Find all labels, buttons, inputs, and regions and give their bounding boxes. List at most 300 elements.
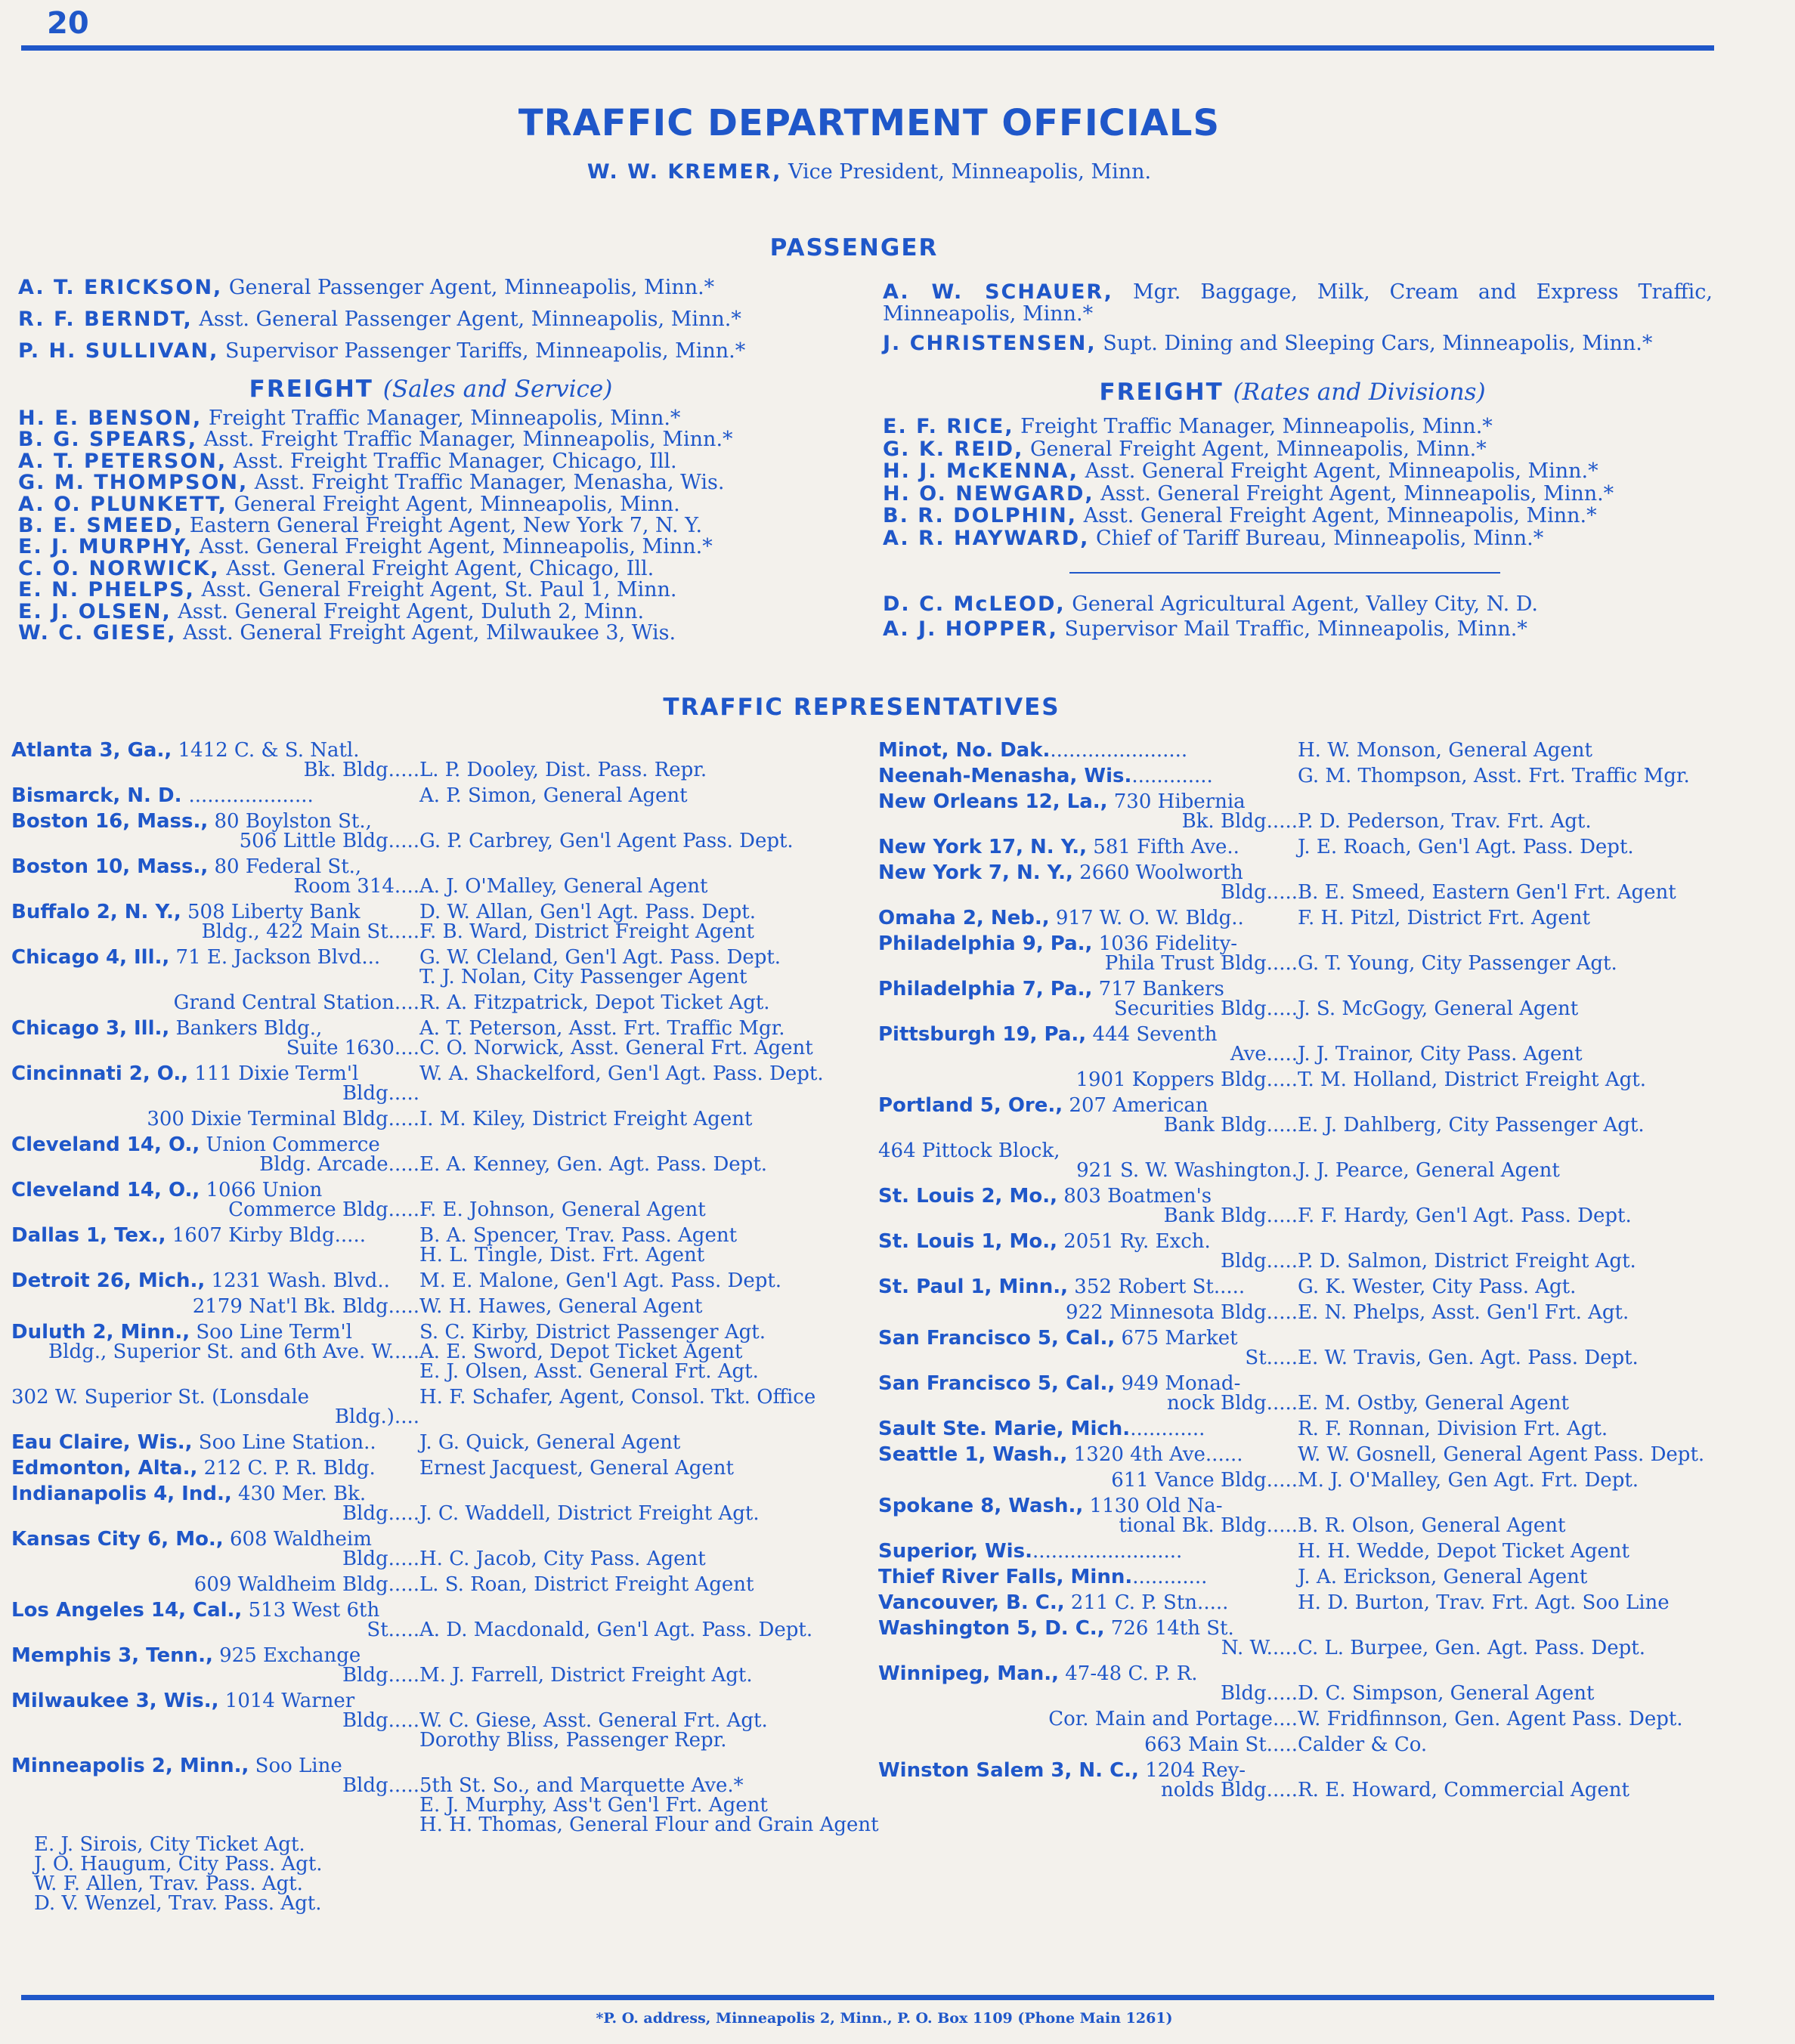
top-rule: [21, 45, 1714, 51]
rep-agents: [1298, 1761, 1713, 1800]
rep-agent: W. A. Shackelford, Gen'l Agt. Pass. Dept.: [419, 1062, 824, 1085]
rep-address-text: Soo Line Term'l: [190, 1321, 352, 1344]
rep-agent: A. J. O'Malley, General Agent: [419, 875, 708, 898]
official-entry: [883, 505, 1713, 527]
rep-agents: [1298, 1470, 1713, 1490]
rep-address: [11, 1271, 419, 1291]
rep-row: [878, 1593, 1713, 1613]
rep-address: [11, 857, 419, 896]
rep-address-line2: 300 Dixie Terminal Bldg.....: [147, 1108, 419, 1130]
rep-agent: R. F. Ronnan, Division Frt. Agt.: [1298, 1418, 1608, 1440]
rep-agents: [1298, 1664, 1713, 1703]
rep-address-line1: [878, 1277, 1298, 1297]
representative-entry: [11, 1135, 843, 1174]
official-role: Supervisor Mail Traffic, Minneapolis, Minn.*: [1057, 617, 1527, 641]
rep-city: Atlanta 3, Ga.,: [11, 739, 172, 762]
rep-address: [11, 1529, 419, 1569]
rep-address-line1: [878, 1567, 1298, 1587]
official-name: P. H. SULLIVAN,: [18, 339, 219, 363]
bottom-rule: [21, 1995, 1714, 2000]
rep-agents: [1298, 1709, 1713, 1729]
rep-address-line1: [11, 1180, 419, 1200]
rep-row: [878, 1470, 1713, 1490]
representative-entry: [11, 1226, 843, 1265]
rep-city: Thief River Falls, Minn.: [878, 1566, 1133, 1588]
rep-row: [878, 1735, 1713, 1755]
rep-agents: [1298, 1619, 1713, 1658]
rep-subagents: [11, 1835, 843, 1913]
representative-entry: [878, 1232, 1713, 1271]
rep-row: [11, 1691, 843, 1750]
rep-row: [878, 1664, 1713, 1703]
official-entry: [18, 450, 880, 472]
rep-agent: J. G. Quick, General Agent: [419, 1431, 681, 1454]
rep-agents: [419, 1180, 843, 1220]
rep-city: Portland 5, Ore.,: [878, 1094, 1063, 1117]
rep-address-text: 925 Exchange: [212, 1644, 361, 1667]
page-number: 20: [47, 6, 89, 41]
rep-row: [11, 948, 843, 987]
rep-agent: J. A. Erickson, General Agent: [1298, 1566, 1588, 1588]
rep-address-line1: [878, 741, 1298, 760]
rep-agent: E. W. Travis, Gen. Agt. Pass. Dept.: [1298, 1347, 1639, 1369]
rep-address-line2: Bldg.....: [342, 1502, 419, 1525]
rep-city: New Orleans 12, La.,: [878, 790, 1108, 813]
rep-agent: H. L. Tingle, Dist. Frt. Agent: [419, 1244, 705, 1266]
rep-address: [878, 741, 1298, 760]
rep-address: [878, 979, 1298, 1019]
rep-agent: J. C. Waddell, District Freight Agt.: [419, 1502, 760, 1525]
official-name: A. W. SCHAUER,: [883, 280, 1113, 304]
rep-agent: G. M. Thompson, Asst. Frt. Traffic Mgr.: [1298, 765, 1690, 787]
rep-agents: [419, 857, 843, 896]
rep-address-line1: [11, 1433, 419, 1452]
rep-address-line1: [11, 902, 419, 922]
rep-address: [11, 948, 419, 987]
official-role: Supt. Dining and Sleeping Cars, Minneapolis, Minn.*: [1096, 332, 1653, 355]
rep-agents: [419, 1135, 843, 1174]
rep-city: Boston 16, Mass.,: [11, 810, 209, 833]
representative-entry: [878, 1761, 1713, 1800]
official-name: R. F. BERNDT,: [18, 308, 193, 331]
rep-row: [878, 1303, 1713, 1322]
rep-address: [11, 1691, 419, 1750]
official-entry: [18, 558, 880, 580]
rep-agent: Calder & Co.: [1298, 1733, 1428, 1756]
rep-row: [878, 908, 1713, 928]
rep-agent: A. D. Macdonald, Gen'l Agt. Pass. Dept.: [419, 1619, 813, 1641]
official-name: A. T. PETERSON,: [18, 449, 227, 473]
rep-agents: [1298, 766, 1713, 786]
rep-address-line1: [11, 1691, 419, 1711]
representative-entry: [878, 1096, 1713, 1135]
official-role: Asst. General Freight Agent, Minneapolis, Minn.*: [1079, 459, 1598, 484]
rep-address: [878, 1141, 1298, 1180]
rep-city: Cleveland 14, O.,: [11, 1179, 200, 1201]
rep-address-line2: St.....: [1245, 1347, 1298, 1369]
rep-city: Milwaukee 3, Wis.,: [11, 1690, 219, 1712]
rep-agent: T. J. Nolan, City Passenger Agent: [419, 966, 747, 988]
rep-address-line1: [11, 812, 419, 831]
rep-agent: J. J. Trainor, City Pass. Agent: [1298, 1043, 1583, 1065]
rep-address-line1: [878, 1328, 1298, 1348]
rep-agents: [419, 993, 843, 1013]
rep-row: [11, 1297, 843, 1316]
rep-row: [878, 1186, 1713, 1226]
rep-agent: E. J. Murphy, Ass't Gen'l Frt. Agent: [419, 1794, 768, 1817]
official-role: Asst. General Freight Agent, Milwaukee 3, Wis.: [176, 621, 676, 645]
representative-entry: [11, 1484, 843, 1523]
official-name: E. N. PHELPS,: [18, 578, 195, 602]
rep-address-line1: [11, 786, 419, 806]
rep-address: [11, 1322, 419, 1381]
rep-address-line2: Bk. Bldg.....: [303, 759, 419, 781]
rep-agents: [1298, 1070, 1713, 1090]
rep-city: New York 7, N. Y.,: [878, 861, 1073, 884]
rep-address-line1: [11, 1064, 419, 1084]
representative-entry: [11, 1529, 843, 1569]
rep-address: [11, 1433, 419, 1452]
rep-agents: [419, 948, 843, 987]
official-name: H. O. NEWGARD,: [883, 481, 1094, 506]
official-role: Freight Traffic Manager, Minneapolis, Minn.*: [202, 407, 681, 430]
representative-entry: [878, 863, 1713, 902]
rep-address-line2: Room 314....: [293, 875, 419, 898]
rep-address-line2: Grand Central Station....: [173, 991, 419, 1014]
rep-agents: [419, 1109, 843, 1129]
rep-agents: [419, 1019, 843, 1058]
rep-address-line1: [878, 1141, 1298, 1161]
rep-agents: [1298, 863, 1713, 902]
rep-city: Memphis 3, Tenn.,: [11, 1644, 213, 1667]
representative-entry: [11, 1271, 843, 1291]
rep-address: [878, 1496, 1298, 1535]
representative-entry: [878, 1709, 1713, 1729]
official-name: W. W. KREMER,: [586, 160, 782, 184]
rep-address-text: 730 Hibernia: [1107, 790, 1246, 813]
rep-address-line2: Bldg.)....: [334, 1405, 419, 1428]
rep-row: [11, 857, 843, 896]
rep-agents: [419, 1575, 843, 1594]
rep-address-line1: [878, 863, 1298, 883]
rep-city: Cleveland 14, O.,: [11, 1133, 200, 1156]
rep-agents: [1298, 1374, 1713, 1413]
rep-address-text: Soo Line Station..: [192, 1431, 376, 1454]
rep-address-line2: 609 Waldheim Bldg.....: [193, 1573, 419, 1596]
rep-subagent: W. F. Allen, Trav. Pass. Agt.: [34, 1872, 303, 1895]
rep-agent: L. P. Dooley, Dist. Pass. Repr.: [419, 759, 707, 781]
rep-agents: [1298, 1419, 1713, 1439]
rep-address-text: 1204 Rey-: [1138, 1759, 1246, 1782]
official-name: E. F. RICE,: [883, 415, 1014, 438]
official-entry: [883, 460, 1713, 482]
rep-city: Neenah-Menasha, Wis.: [878, 765, 1132, 787]
rep-address-line2: Phila Trust Bldg.....: [1104, 952, 1298, 975]
representative-entry: [878, 979, 1713, 1019]
rep-address-line1: [11, 1135, 419, 1155]
rep-subagent: E. J. Sirois, City Ticket Agt.: [34, 1833, 305, 1856]
official-role: General Passenger Agent, Minneapolis, Minn.*: [222, 276, 715, 299]
rep-address: [11, 1646, 419, 1685]
rep-address-line1: [11, 1387, 419, 1407]
rep-address: [878, 1445, 1298, 1464]
rep-address-text: 717 Bankers: [1092, 978, 1224, 1000]
rep-address-text: 47-48 C. P. R.: [1059, 1662, 1198, 1685]
rep-address: [878, 1419, 1298, 1439]
rep-address-line1: [878, 766, 1298, 786]
rep-agent: 5th St. So., and Marquette Ave.*: [419, 1774, 744, 1797]
rep-address: [878, 1328, 1298, 1368]
rep-address-line2: Securities Bldg.....: [1113, 997, 1298, 1020]
rep-agent: E. A. Kenney, Gen. Agt. Pass. Dept.: [419, 1153, 768, 1176]
rep-row: [11, 1484, 843, 1523]
rep-agents: [419, 1756, 879, 1835]
representative-entry: [11, 902, 843, 942]
official-role: Asst. General Freight Agent, Minneapolis, Minn.*: [1094, 481, 1614, 506]
representative-entry: [11, 741, 843, 780]
official-name: B. G. SPEARS,: [18, 428, 198, 452]
rep-address-text: 71 E. Jackson Blvd...: [169, 946, 381, 969]
rep-address-line1: [11, 1019, 419, 1038]
rep-agent: G. W. Cleland, Gen'l Agt. Pass. Dept.: [419, 946, 781, 969]
rep-city: Edmonton, Alta.,: [11, 1457, 198, 1480]
rep-row: [878, 1025, 1713, 1064]
rep-address-line1: [878, 837, 1298, 857]
rep-row: [878, 792, 1713, 831]
official-name: G. M. THOMPSON,: [18, 471, 249, 495]
representative-entry: [878, 1593, 1713, 1613]
rep-agent: W. C. Giese, Asst. General Frt. Agt.: [419, 1709, 768, 1732]
rep-row: [878, 934, 1713, 973]
representative-entry: [11, 1458, 843, 1478]
rep-agents: [1298, 1496, 1713, 1535]
rep-city: Winston Salem 3, N. C.,: [878, 1759, 1139, 1782]
rep-row: [878, 1419, 1713, 1439]
rep-city: Omaha 2, Neb.,: [878, 907, 1050, 929]
rep-address-text: 917 W. O. W. Bldg..: [1049, 907, 1244, 929]
official-entry: [883, 332, 1713, 354]
rep-address-line2: nock Bldg.....: [1166, 1392, 1298, 1415]
rep-address-line2: 2179 Nat'l Bk. Bldg.....: [192, 1295, 419, 1318]
rep-agent: S. C. Kirby, District Passenger Agt.: [419, 1321, 766, 1344]
rep-row: [11, 1600, 843, 1640]
rep-agents: [1298, 1567, 1713, 1587]
official-role: Asst. General Freight Agent, Minneapolis, Minn.*: [1077, 504, 1597, 528]
traffic-representatives-heading: TRAFFIC REPRESENTATIVES: [663, 694, 1060, 721]
rep-agent: M. J. O'Malley, Gen Agt. Frt. Dept.: [1298, 1469, 1639, 1492]
rep-address: [878, 1664, 1298, 1703]
rep-address-line1: [11, 1271, 419, 1291]
rep-city: Minneapolis 2, Minn.,: [11, 1755, 249, 1777]
rep-agents: [1298, 1542, 1713, 1561]
rep-address-line1: [878, 1593, 1298, 1613]
official-role: Freight Traffic Manager, Minneapolis, Minn.*: [1014, 415, 1493, 438]
freight-rates-heading: [1088, 379, 1496, 406]
rep-city: Philadelphia 9, Pa.,: [878, 932, 1093, 955]
rep-city: Superior, Wis.: [878, 1540, 1032, 1563]
rep-address-text: 80 Federal St.,: [208, 855, 362, 878]
rep-address-text: 949 Monad-: [1115, 1372, 1241, 1395]
rep-address-line1: [878, 1025, 1298, 1044]
representative-entry: [11, 1387, 843, 1427]
rep-agents: [1298, 1445, 1713, 1464]
rep-city: Eau Claire, Wis.,: [11, 1431, 193, 1454]
official-name: W. C. GIESE,: [18, 621, 177, 645]
rep-agent: E. M. Ostby, General Agent: [1298, 1392, 1569, 1415]
representatives-right-column: [878, 741, 1713, 1806]
rep-agent: H. F. Schafer, Agent, Consol. Tkt. Office: [419, 1386, 816, 1409]
official-name: B. R. DOLPHIN,: [883, 504, 1078, 528]
rep-address-line2: tional Bk. Bldg.....: [1119, 1514, 1298, 1537]
footnote: *P. O. address, Minneapolis 2, Minn., P. O. Box 1109 (Phone Main 1261): [596, 2010, 1173, 2027]
rep-row: [878, 837, 1713, 857]
rep-address: [878, 1374, 1298, 1413]
rep-city: St. Paul 1, Minn.,: [878, 1276, 1069, 1298]
rep-row: [878, 766, 1713, 786]
rep-agent: P. D. Pederson, Trav. Frt. Agt.: [1298, 810, 1592, 833]
rep-city: San Francisco 5, Cal.,: [878, 1372, 1116, 1395]
rep-address-text: 1231 Wash. Blvd..: [205, 1269, 390, 1292]
rep-address: [878, 837, 1298, 857]
rep-address-text: 581 Fifth Ave..: [1087, 836, 1239, 858]
representative-entry: [11, 1180, 843, 1220]
rep-city: Dallas 1, Tex.,: [11, 1224, 166, 1247]
rep-address-line2: Commerce Bldg.....: [228, 1198, 419, 1221]
rep-address: [11, 1019, 419, 1058]
rep-address-line1: [11, 1600, 419, 1620]
rep-address-text: 211 C. P. Stn.....: [1064, 1591, 1229, 1614]
official-role: Asst. Freight Traffic Manager, Minneapolis, Minn.*: [197, 428, 733, 452]
rep-address-text: 2660 Woolworth: [1072, 861, 1243, 884]
rep-agent: A. E. Sword, Depot Ticket Agent: [419, 1341, 743, 1363]
rep-agent: A. P. Simon, General Agent: [419, 784, 688, 807]
rep-row: [11, 1646, 843, 1685]
rep-agent: H. H. Thomas, General Flour and Grain Agent: [419, 1814, 879, 1836]
representative-entry: [878, 1186, 1713, 1226]
rep-agents: [419, 902, 843, 942]
rep-address-line1: [11, 1226, 419, 1245]
official-role: Asst. Freight Traffic Manager, Menasha, Wis.: [248, 471, 725, 495]
rep-agent: G. K. Wester, City Pass. Agt.: [1298, 1276, 1577, 1298]
representative-entry: [878, 1328, 1713, 1368]
rep-address: [878, 1096, 1298, 1135]
rep-address-text: 1412 C. & S. Natl.: [172, 739, 360, 762]
rep-address-line2: 921 S. W. Washington.: [1076, 1159, 1298, 1182]
rep-agent: G. T. Young, City Passenger Agt.: [1298, 952, 1617, 975]
rep-agents: [1298, 1735, 1713, 1755]
rep-row: [11, 1387, 843, 1427]
official-role: Vice President, Minneapolis, Minn.: [781, 160, 1152, 184]
rep-agent: W. H. Hawes, General Agent: [419, 1295, 703, 1318]
rep-address: [878, 766, 1298, 786]
rep-city: Sault Ste. Marie, Mich.: [878, 1418, 1131, 1440]
rep-agent: H. D. Burton, Trav. Frt. Agt. Soo Line: [1298, 1591, 1670, 1614]
rep-agent: E. N. Phelps, Asst. Gen'l Frt. Agt.: [1298, 1301, 1629, 1324]
rep-agents: [419, 741, 843, 780]
rep-row: [878, 1761, 1713, 1800]
rep-agents: [1298, 934, 1713, 973]
rep-address-text: 302 W. Superior St. (Lonsdale: [11, 1386, 310, 1409]
rep-agent: E. J. Dahlberg, City Passenger Agt.: [1298, 1114, 1645, 1136]
rep-address: [11, 1484, 419, 1523]
rep-address: [878, 1303, 1298, 1322]
rep-address-text: 1607 Kirby Bldg.....: [166, 1224, 366, 1247]
representative-entry: [11, 1019, 843, 1058]
representative-entry: [11, 1109, 843, 1129]
rep-agent: P. D. Salmon, District Freight Agt.: [1298, 1250, 1636, 1272]
official-role: Asst. General Freight Agent, Chicago, Ill.: [219, 556, 655, 580]
rep-agents: [419, 1433, 843, 1452]
representative-entry: [878, 1070, 1713, 1090]
rep-row: [878, 1496, 1713, 1535]
rep-address: [878, 1232, 1298, 1271]
representative-entry: [878, 1141, 1713, 1180]
rep-agent: I. M. Kiley, District Freight Agent: [419, 1108, 753, 1130]
official-name: H. E. BENSON,: [18, 407, 203, 430]
rep-city: Detroit 26, Mich.,: [11, 1269, 206, 1292]
rep-address: [878, 792, 1298, 831]
representative-entry: [878, 1303, 1713, 1322]
official-role: Asst. General Freight Agent, Minneapolis, Minn.*: [193, 535, 713, 559]
rep-agent: F. E. Johnson, General Agent: [419, 1198, 706, 1221]
rep-address-line1: [878, 934, 1298, 954]
rep-address-line1: [878, 1374, 1298, 1393]
rep-address-text: 352 Robert St.....: [1068, 1276, 1246, 1298]
rep-agents: [1298, 741, 1713, 760]
representative-entry: [11, 812, 843, 851]
official-name: H. J. McKENNA,: [883, 459, 1079, 484]
official-role: Asst. Freight Traffic Manager, Chicago, Ill.: [227, 449, 677, 473]
representatives-left-column: [11, 739, 879, 1919]
rep-address-text: 803 Boatmen's: [1057, 1185, 1212, 1208]
rep-address-line1: [11, 857, 419, 877]
rep-address-text: 513 West 6th: [242, 1599, 380, 1622]
official-name: A. T. ERICKSON,: [18, 276, 223, 299]
rep-address: [878, 1070, 1298, 1090]
rep-address-line1: [11, 948, 419, 967]
rep-address-text: 80 Boylston St.,: [208, 810, 372, 833]
rep-address-line2: Bldg., Superior St. and 6th Ave. W.....: [48, 1341, 419, 1363]
rep-agents: [419, 812, 843, 851]
rep-address-line2: Bldg.....: [342, 1082, 419, 1105]
rep-address: [878, 1761, 1298, 1800]
rep-address-line1: [878, 1619, 1298, 1638]
rep-row: [878, 741, 1713, 760]
rep-address-line1: [878, 1186, 1298, 1206]
rep-address-text: 508 Liberty Bank: [181, 901, 361, 923]
official-entry: [18, 601, 880, 623]
rep-agents: [1298, 1186, 1713, 1226]
official-role: General Agricultural Agent, Valley City, N. D.: [1065, 592, 1539, 616]
rep-address: [11, 1387, 419, 1427]
representative-entry: [11, 786, 843, 806]
rep-agent: L. S. Roan, District Freight Agent: [419, 1573, 754, 1596]
rep-address-text: 2051 Ry. Exch.: [1057, 1230, 1211, 1253]
rep-address-text: 464 Pittock Block,: [878, 1140, 1060, 1162]
freight-heading-sub: (Sales and Service): [382, 376, 613, 403]
rep-agents: [1298, 792, 1713, 831]
rep-address: [878, 1470, 1298, 1490]
official-name: B. E. SMEED,: [18, 514, 184, 537]
rep-row: [878, 1374, 1713, 1413]
vice-president-line: [0, 160, 1738, 184]
rep-agent: M. E. Malone, Gen'l Agt. Pass. Dept.: [419, 1269, 782, 1292]
rep-agents: [1298, 837, 1713, 857]
official-name: C. O. NORWICK,: [18, 556, 220, 580]
rep-row: [878, 1277, 1713, 1297]
rep-address-line1: [878, 908, 1298, 928]
rep-address-line1: [878, 1445, 1298, 1464]
